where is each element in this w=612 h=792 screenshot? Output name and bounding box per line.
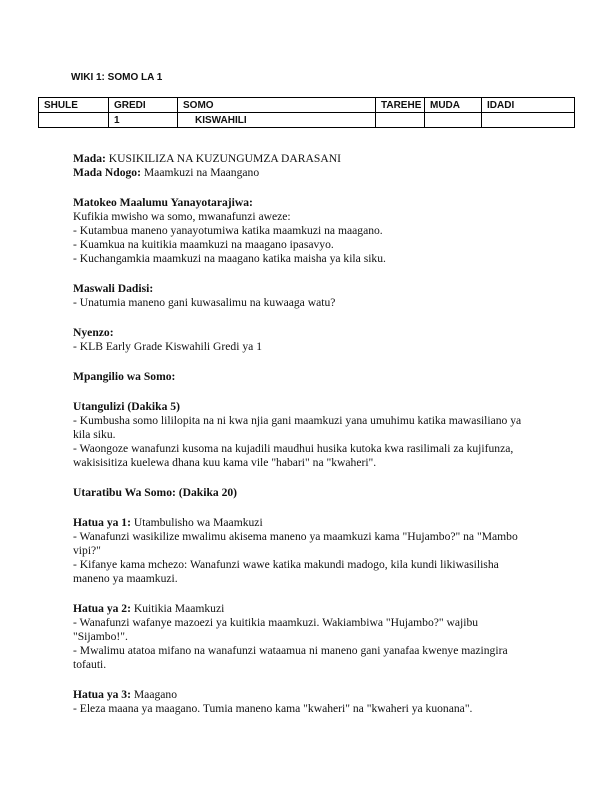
text-line: - Kumbusha somo lililopita na ni kwa njia gani maamkuzi yana umuhimu katika mawasiliano ya — [73, 414, 522, 427]
table-cell — [425, 113, 482, 128]
hatua-label: Hatua ya 1: — [73, 516, 131, 529]
table-cell: 1 — [109, 113, 178, 128]
header-cell: TAREHE — [376, 98, 425, 113]
hatua-3 — [73, 688, 573, 702]
table-header-row — [39, 98, 575, 113]
utaratibu-heading: Utaratibu Wa Somo: (Dakika 20) — [73, 486, 238, 499]
header-cell: MUDA — [425, 98, 482, 113]
mpangilio-heading: Mpangilio wa Somo: — [73, 370, 176, 383]
matokeo-heading: Matokeo Maalumu Yanayotarajiwa: — [73, 196, 253, 209]
text-line: - Kutambua maneno yanayotumiwa katika maamkuzi na maagano. — [73, 224, 383, 237]
text-line: - Kuchangamkia maamkuzi na maagano katika maisha ya kila siku. — [73, 252, 386, 265]
text-line: - Wanafunzi wafanye mazoezi ya kuitikia maamkuzi. Wakiambiwa "Hujambo?" wajibu — [73, 616, 479, 629]
header-cell: IDADI — [482, 98, 575, 113]
hatua-title: Maagano — [133, 688, 178, 701]
mada-ndogo — [73, 166, 573, 180]
mada-ndogo-value: Maamkuzi na Maangano — [143, 166, 260, 179]
mada-label: Mada: — [73, 152, 106, 165]
hatua-label: Hatua ya 2: — [73, 602, 131, 615]
hatua-1 — [73, 516, 573, 530]
hatua-2 — [73, 602, 573, 616]
nyenzo-heading: Nyenzo: — [73, 326, 114, 339]
utangulizi-heading: Utangulizi (Dakika 5) — [73, 400, 180, 413]
text-line: "Sijambo!". — [73, 630, 128, 643]
header-cell: SHULE — [39, 98, 109, 113]
table-cell — [376, 113, 425, 128]
hatua-label: Hatua ya 3: — [73, 688, 131, 701]
text-line: vipi?" — [73, 544, 101, 557]
text-line: - KLB Early Grade Kiswahili Gredi ya 1 — [73, 340, 262, 353]
mada-ndogo-label: Mada Ndogo: — [73, 166, 141, 179]
header-cell: SOMO — [178, 98, 376, 113]
lesson-body — [73, 152, 573, 716]
hatua-title: Utambulisho wa Maamkuzi — [133, 516, 263, 529]
table-cell — [39, 113, 109, 128]
header-cell: GREDI — [109, 98, 178, 113]
maswali-heading: Maswali Dadisi: — [73, 282, 154, 295]
lesson-header: WIKI 1: SOMO LA 1 — [71, 72, 163, 83]
text-line: maneno ya maamkuzi. — [73, 572, 178, 585]
text-line: - Wanafunzi wasikilize mwalimu akisema maneno ya maamkuzi kama "Hujambo?" na "Mambo — [73, 530, 518, 543]
mada-value: KUSIKILIZA NA KUZUNGUMZA DARASANI — [108, 152, 341, 165]
text-line: - Unatumia maneno gani kuwasalimu na kuwaaga watu? — [73, 296, 336, 309]
text-line: kila siku. — [73, 428, 116, 441]
hatua-title: Kuitikia Maamkuzi — [133, 602, 225, 615]
text-line: Kufikia mwisho wa somo, mwanafunzi aweze: — [73, 210, 291, 223]
text-line: - Waongoze wanafunzi kusoma na kujadili maudhui husika kutoka kwa rasilimali za kujifunza, — [73, 442, 514, 455]
text-line: tofauti. — [73, 658, 107, 671]
text-line: - Mwalimu atatoa mifano na wanafunzi wataamua ni maneno gani yanafaa kwenye mazingira — [73, 644, 508, 657]
text-line: - Kifanye kama mchezo: Wanafunzi wawe katika makundi madogo, kila kundi likiwasilisha — [73, 558, 499, 571]
table-row — [39, 113, 575, 128]
text-line: - Kuamkua na kuitikia maamkuzi na maagano ipasavyo. — [73, 238, 334, 251]
text-line: - Eleza maana ya maagano. Tumia maneno kama "kwaheri" na "kwaheri ya kuonana". — [73, 702, 473, 715]
table-cell: KISWAHILI — [178, 113, 376, 128]
mada — [73, 152, 573, 166]
text-line: wakisisitiza kuelewa dhana kuu kama vile "habari" na "kwaheri". — [73, 456, 377, 469]
table-cell — [482, 113, 575, 128]
lesson-info-table — [38, 97, 575, 128]
